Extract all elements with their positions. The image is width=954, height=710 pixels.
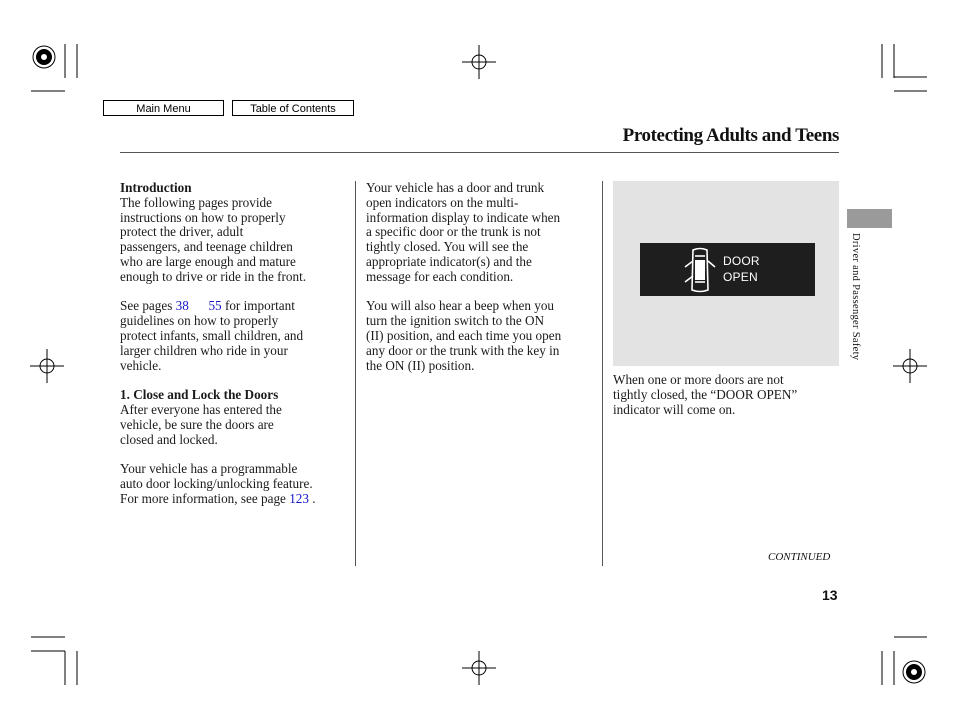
intro-line: instructions on how to properly: [120, 209, 286, 225]
see-pages-line: [120, 299, 350, 314]
para2-line: turn the ignition switch to the ON: [366, 313, 545, 329]
para1-line: information display to indicate when: [366, 209, 561, 225]
more-info-suffix: .: [312, 490, 316, 506]
column-1: [120, 181, 350, 507]
column-divider: [602, 181, 603, 566]
door-open-indicator: [640, 243, 815, 296]
step-line: vehicle, be sure the doors are: [120, 416, 274, 432]
column-divider: [355, 181, 356, 566]
step-heading: 1. Close and Lock the Doors: [120, 387, 279, 403]
para1-line: open indicators on the multi-: [366, 194, 519, 210]
intro-line: protect the driver, adult: [120, 224, 244, 240]
auto-line: auto door locking/unlocking feature.: [120, 475, 313, 491]
step-line: After everyone has entered the: [120, 401, 282, 417]
see-line: vehicle.: [120, 357, 162, 373]
intro-heading: Introduction: [120, 180, 192, 195]
para2-line: the ON (II) position.: [366, 357, 475, 373]
page-link-55[interactable]: 55: [208, 298, 222, 314]
continued-label: CONTINUED: [768, 551, 831, 563]
para1-line: tightly closed. You will see the: [366, 239, 529, 255]
auto-line: Your vehicle has a programmable: [120, 461, 298, 477]
intro-line: The following pages provide: [120, 194, 272, 210]
indicator-text: [723, 253, 760, 285]
see-pages-prefix: See pages: [120, 298, 173, 314]
main-menu-button[interactable]: Main Menu: [103, 100, 224, 116]
step-line: closed and locked.: [120, 431, 218, 447]
para1-line: Your vehicle has a door and trunk: [366, 180, 545, 195]
caption-line: indicator will come on.: [613, 401, 736, 417]
see-line: guidelines on how to properly: [120, 313, 279, 329]
indicator-line: DOOR: [723, 254, 760, 268]
intro-line: enough to drive or ride in the front.: [120, 268, 307, 284]
table-of-contents-button[interactable]: Table of Contents: [232, 100, 354, 116]
door-open-figure: [613, 181, 839, 366]
para1-line: a specific door or the trunk is not: [366, 224, 541, 240]
caption-line: tightly closed, the “DOOR OPEN”: [613, 386, 798, 402]
see-pages-suffix: for important: [224, 298, 295, 314]
page-title: Protecting Adults and Teens: [622, 125, 839, 146]
title-rule: [120, 152, 839, 153]
column-2: [366, 181, 598, 373]
page-link-38[interactable]: 38: [175, 298, 189, 314]
indicator-line: OPEN: [723, 270, 758, 284]
para1-line: message for each condition.: [366, 268, 514, 284]
intro-line: passengers, and teenage children: [120, 239, 293, 255]
para2-line: (II) position, and each time you open: [366, 327, 562, 343]
para2-line: any door or the trunk with the key in: [366, 342, 560, 358]
car-door-open-icon: [680, 246, 720, 294]
caption-line: When one or more doors are not: [613, 372, 784, 387]
page-link-123[interactable]: 123: [289, 490, 309, 506]
page-number: 13: [822, 587, 838, 603]
intro-line: who are large enough and mature: [120, 253, 296, 269]
para1-line: appropriate indicator(s) and the: [366, 253, 532, 269]
section-label: Driver and Passenger Safety: [850, 233, 861, 361]
see-line: protect infants, small children, and: [120, 327, 304, 343]
more-info-prefix: For more information, see page: [120, 490, 286, 506]
more-info-line: [120, 492, 350, 507]
figure-caption: [613, 373, 843, 417]
see-line: larger children who ride in your: [120, 342, 288, 358]
section-tab: [847, 209, 892, 228]
para2-line: You will also hear a beep when you: [366, 298, 555, 314]
